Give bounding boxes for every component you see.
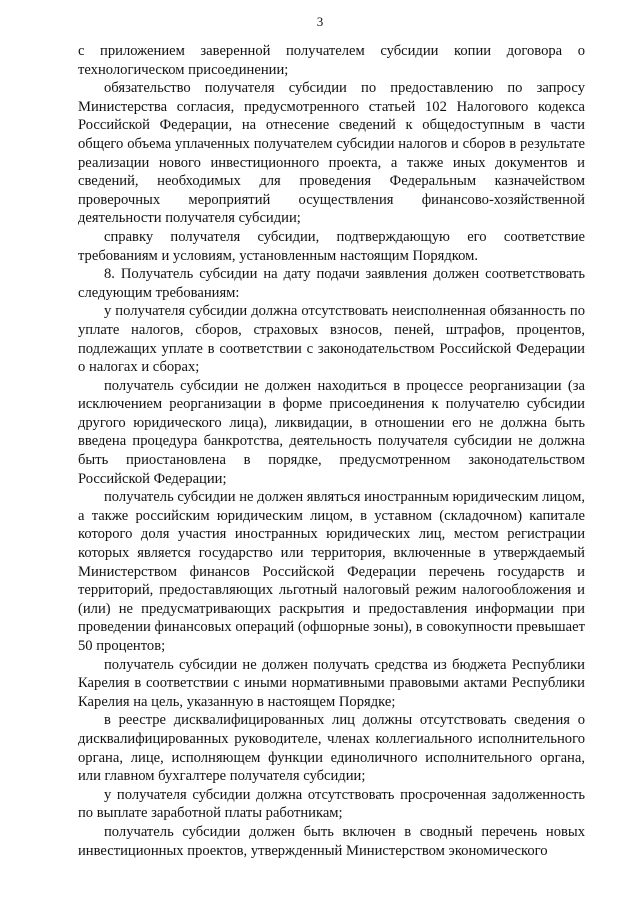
paragraph-obligation-consent: обязательство получателя субсидии по предоставлению по запросу Министерства согласия, предусмотренного статьей 102 Налогового кодекса Российской Федерации, на отнесение сведений к общедоступным в части общего объема уплаченных получателем субсидии налогов и сборов в результате реализации нового инвестиционного проекта, а также иных документов и сведений, необходимых для проведения Федеральным казначейством проверочных мероприятий осуществления финансово-хозяйственной деятельности получателя субсидии; bbox=[78, 80, 585, 227]
paragraph-no-other-budget-funds: получатель субсидии не должен получать средства из бюджета Республики Карелия в соответствии с иными нормативными правовыми актами Республики Карелия на цель, указанную в настоящем Порядке; bbox=[78, 656, 585, 710]
paragraph-no-tax-debt: у получателя субсидии должна отсутствовать неисполненная обязанность по уплате налогов, сборов, страховых взносов, пеней, штрафов, процентов, подлежащих уплате в соответствии с законодательством Российской Федерации о налогах и сборах; bbox=[78, 303, 585, 376]
paragraph-no-reorganization: получатель субсидии не должен находиться в процессе реорганизации (за исключением реорганизации в форме присоединения к получателю субсидии другого юридического лица), ликвидации, в отношении его не должна быть введена процедура банкротства, деятельность получателя субсидии не должна быть приостановлена в порядке, предусмотренном законодательством Российской Федерации; bbox=[78, 377, 585, 487]
paragraph-not-foreign-entity: получатель субсидии не должен являться иностранным юридическим лицом, а также российским юридическим лицом, в уставном (складочном) капитале которого доля участия иностранных юридических лиц, местом регистрации которых является государство или территория, включенные в утверждаемый Министерством финансов Российской Федерации перечень государств и территорий, предоставляющих льготный налоговый режим налогообложения и (или) не предусматривающих раскрытия и предоставления информации при проведении финансовых операций (офшорные зоны), в совокупности превышает 50 процентов; bbox=[78, 489, 585, 654]
paragraph-no-wage-arrears: у получателя субсидии должна отсутствовать просроченная задолженность по выплате заработной платы работникам; bbox=[78, 786, 585, 822]
paragraph-disqualified-persons: в реестре дисквалифицированных лиц должны отсутствовать сведения о дисквалифицированных руководителе, членах коллегиального исполнительного органа, лице, исполняющем функции единоличного исполнительного органа, или главном бухгалтере получателя субсидии; bbox=[78, 712, 585, 785]
document-body bbox=[78, 42, 585, 860]
paragraph-compliance-certificate: справку получателя субсидии, подтверждающую его соответствие требованиям и условиям, установленным настоящим Порядком. bbox=[78, 228, 585, 264]
paragraph-item-8: 8. Получатель субсидии на дату подачи заявления должен соответствовать следующим требованиям: bbox=[78, 266, 585, 301]
page-number: 3 bbox=[316, 14, 324, 29]
paragraph-investment-list: получатель субсидии должен быть включен в сводный перечень новых инвестиционных проектов, утвержденный Министерством экономического bbox=[78, 823, 585, 859]
paragraph-continuation: с приложением заверенной получателем субсидии копии договора о технологическом присоединении; bbox=[78, 43, 585, 78]
